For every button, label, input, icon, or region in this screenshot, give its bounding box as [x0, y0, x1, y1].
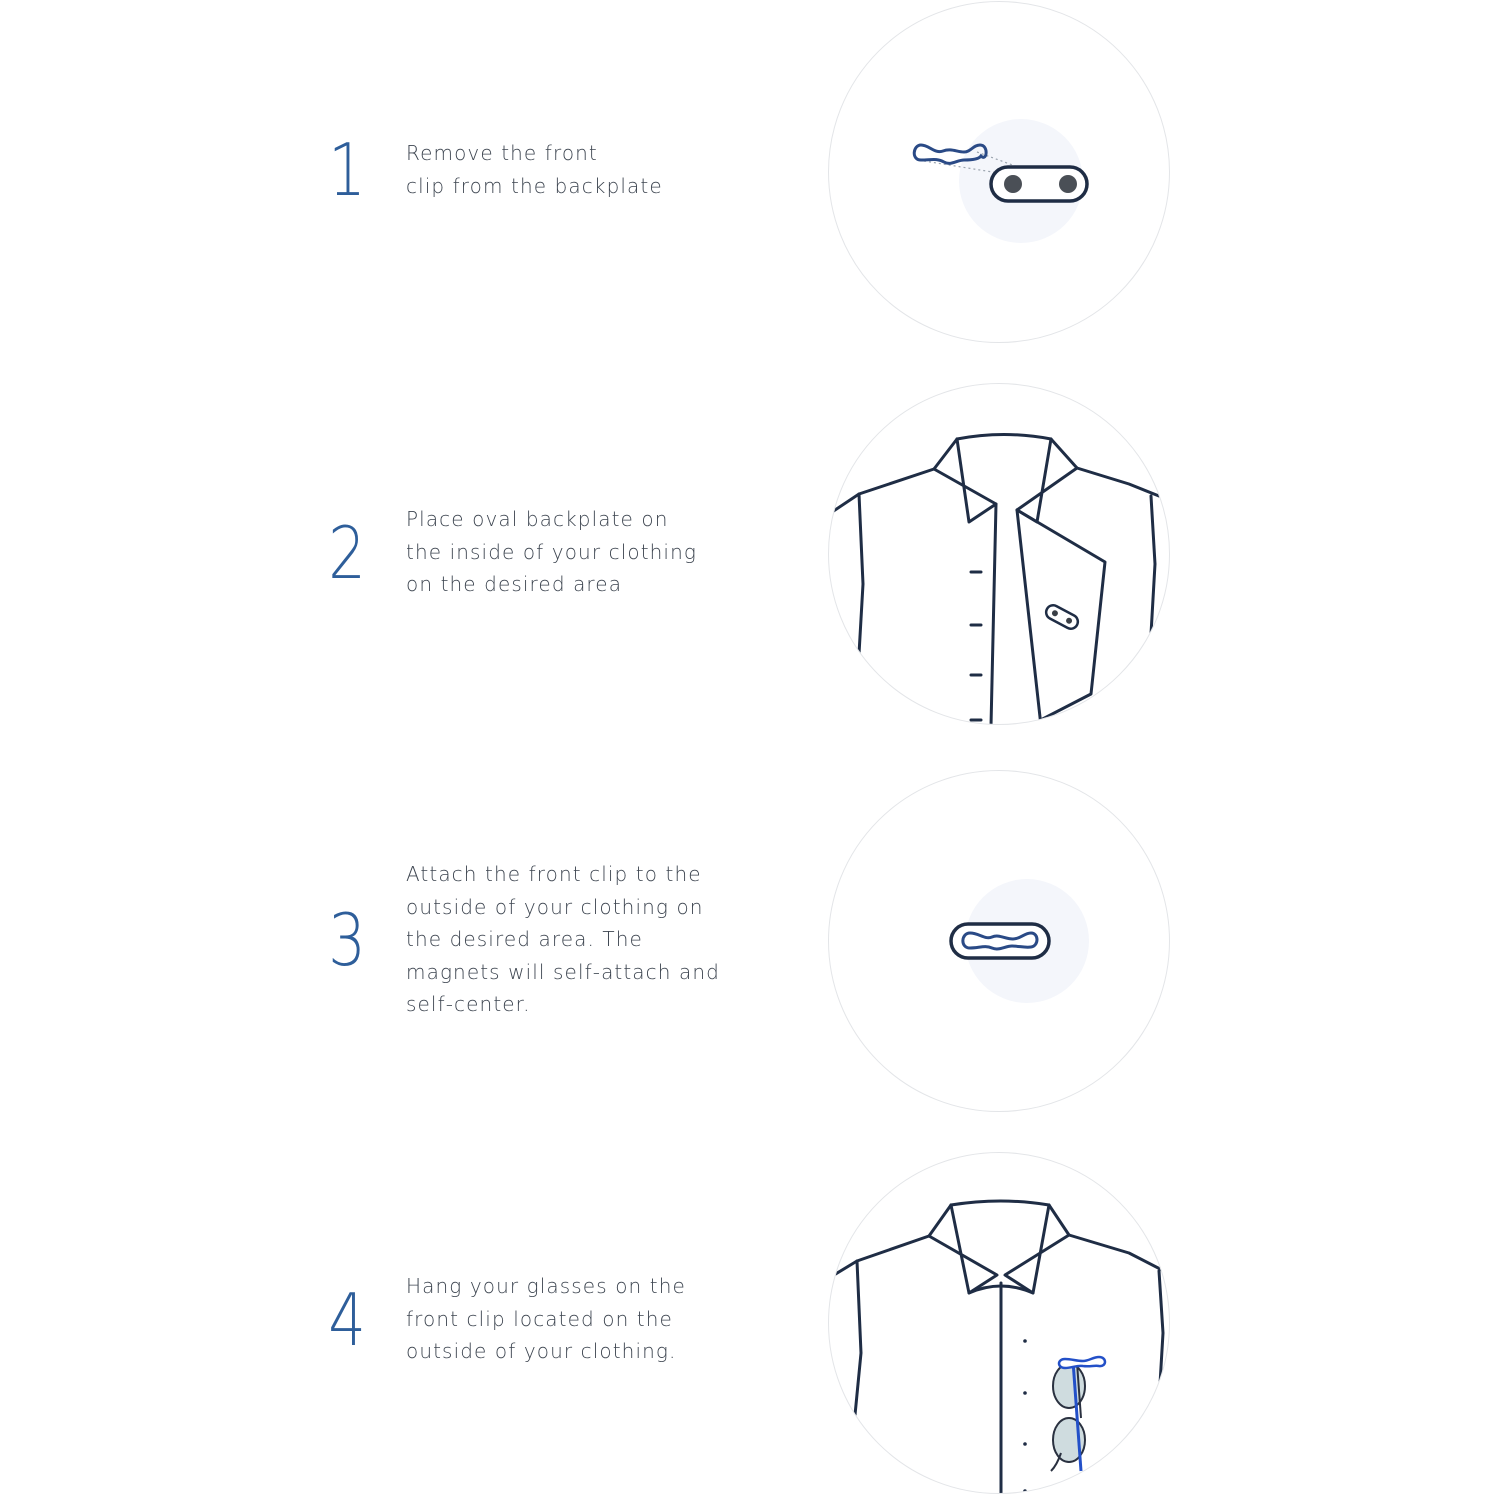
step-text: Attach the front clip to the outside of your clothing on the desired area. The magnets will self-attach and self-center.: [406, 862, 720, 1017]
step-text: Hang your glasses on the front clip located on the outside of your clothing.: [406, 1274, 686, 1364]
step-number: 1: [328, 128, 366, 212]
step-number: 3: [328, 898, 366, 982]
shirt-open-backplate-illustration: [829, 384, 1170, 725]
clip-attached-illustration: [829, 771, 1170, 1112]
step-illustration-circle: [828, 1152, 1170, 1494]
step-text: Place oval backplate on the inside of your clothing on the desired area: [406, 507, 697, 597]
step-number: 4: [328, 1278, 366, 1362]
step-text: Remove the front clip from the backplate: [406, 141, 663, 198]
step-illustration-circle: [828, 770, 1170, 1112]
clip-and-backplate-illustration: [829, 2, 1170, 343]
shirt-with-glasses-illustration: [829, 1153, 1170, 1494]
step-illustration-circle: [828, 383, 1170, 725]
step-illustration-circle: [828, 1, 1170, 343]
step-number: 2: [328, 511, 366, 595]
